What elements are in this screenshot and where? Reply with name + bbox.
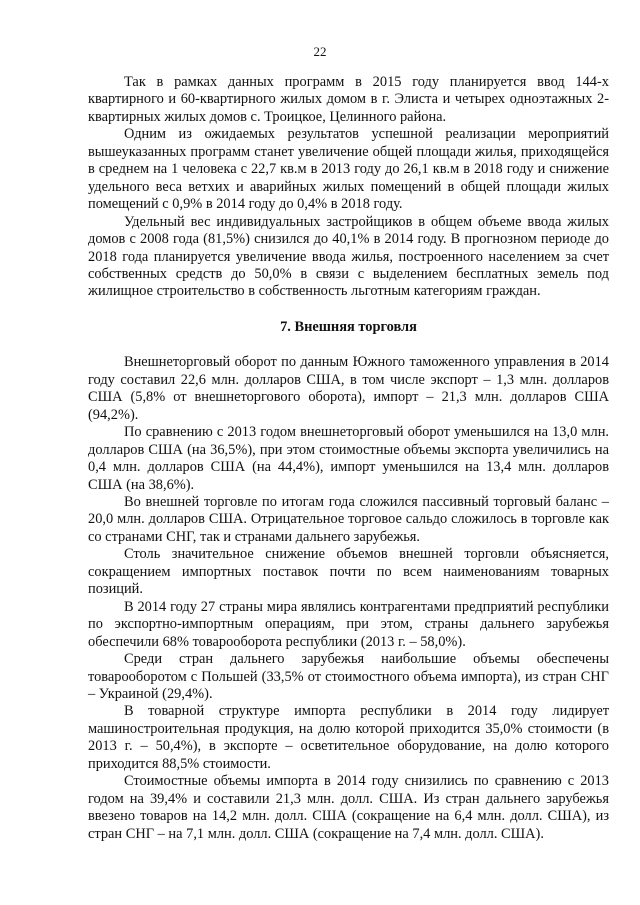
paragraph: Столь значительное снижение объемов внешней торговли объясняется, сокращением импортных поставок почти по всем наименованиям товарных позиций. <box>88 546 609 598</box>
paragraph: Удельный вес индивидуальных застройщиков в общем объеме ввода жилых домов с 2008 года (81,5%) снизился до 40,1% в 2014 году. В прогнозном периоде до 2018 года планируется увеличение ввода жилья, построенного населением за счет собственных средств до 50,0% в связи с выделением бесплатных земель под жилищное строительство в собственность льготным категориям граждан. <box>88 213 609 300</box>
page-number: 22 <box>313 44 327 59</box>
paragraph: В товарной структуре импорта республики в 2014 году лидирует машиностроительная продукция, на долю которой приходится 35,0% стоимости (в 2013 г. – 50,4%), в экспорте – осветительное оборудование, на долю которого приходится 88,5% стоимости. <box>88 703 609 772</box>
paragraph: Среди стран дальнего зарубежья наибольшие объемы обеспечены товарооборотом с Польшей (33,5% от стоимостного объема импорта), из стран СНГ – Украиной (29,4%). <box>88 651 609 702</box>
document-body <box>88 74 609 843</box>
paragraph: Внешнеторговый оборот по данным Южного таможенного управления в 2014 году составил 22,6 млн. долларов США, в том числе экспорт – 1,3 млн. долларов США (5,8% от внешнеторгового оборота), импорт – 21,3 млн. долларов США (94,2%). <box>88 354 609 423</box>
paragraph: В 2014 году 27 страны мира являлись контрагентами предприятий республики по экспортно-импортным операциям, при этом, страны дальнего зарубежья обеспечили 68% товарооборота республики (2013 г. – 58,0%). <box>88 598 609 650</box>
paragraph: Так в рамках данных программ в 2015 году планируется ввод 144-х квартирного и 60-квартирного жилых домом в г. Элиста и четырех одноэтажных 2-квартирных жилых домов с. Троицкое, Целинного района. <box>88 74 609 125</box>
paragraph: Во внешней торговле по итогам года сложился пассивный торговый баланс – 20,0 млн. долларов США. Отрицательное торговое сальдо сложилось в торговле как со странами СНГ, так и странами дальнего зарубежья. <box>88 493 609 545</box>
paragraph: По сравнению с 2013 годом внешнеторговый оборот уменьшился на 13,0 млн. долларов США (на 36,5%), при этом стоимостные объемы экспорта увеличились на 0,4 млн. долларов США (на 44,4%), импорт уменьшился на 13,4 млн. долларов США (на 38,6%). <box>88 424 609 493</box>
paragraph: Стоимостные объемы импорта в 2014 году снизились по сравнению с 2013 годом на 39,4% и составили 21,3 млн. долл. США. Из стран дальнего зарубежья ввезено товаров на 14,2 млн. долл. США (сокращение на 6,4 млн. долл. США), из стран СНГ – на 7,1 млн. долл. США (сокращение на 7,4 млн. долл. США). <box>88 773 609 842</box>
section-heading: 7. Внешняя торговля <box>280 318 417 335</box>
paragraph: Одним из ожидаемых результатов успешной реализации мероприятий вышеуказанных программ станет увеличение общей площади жилья, приходящейся в среднем на 1 человека с 22,7 кв.м в 2013 году до 26,1 кв.м в 2018 году и снижение удельного веса ветхих и аварийных жилых помещений в общей площади жилых помещений с 0,9% в 2014 году до 0,4% в 2018 году. <box>88 126 609 213</box>
